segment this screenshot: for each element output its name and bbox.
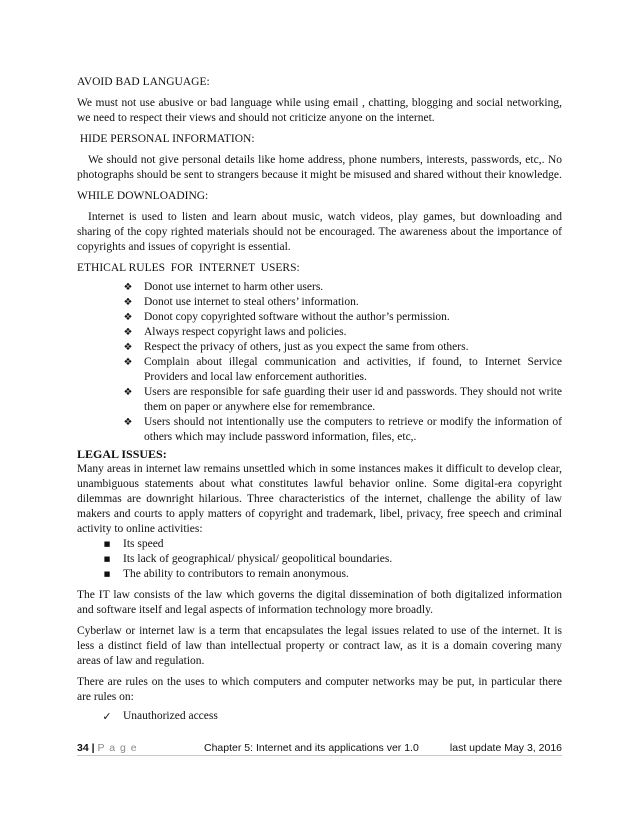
paragraph-while-downloading: Internet is used to listen and learn about music, watch videos, play games, but downloading and sharing of the copy righted materials should not be encouraged. The awareness about the importance of copyrights and issues of copyright is essential.	[77, 211, 562, 253]
list-item: ✓ Unauthorized access	[97, 709, 562, 724]
square-bullet-icon: ■	[103, 555, 111, 563]
diamond-bullet-icon: ❖	[123, 387, 133, 398]
list-item: ❖ Complain about illegal communication and activities, if found, to Internet Service Providers and local law enforcement authorities.	[118, 355, 562, 385]
footer-divider	[77, 755, 562, 756]
heading-ethical-rules: ETHICAL RULES FOR INTERNET USERS:	[77, 262, 300, 274]
list-item: ❖ Users are responsible for safe guarding their user id and passwords. They should not write them on paper or anywhere else for remembrance.	[118, 385, 562, 415]
chapter-title: Chapter 5: Internet and its applications ver 1.0	[204, 742, 419, 754]
diamond-bullet-icon: ❖	[123, 312, 133, 323]
square-bullet-icon: ■	[103, 570, 111, 578]
paragraph-rules: There are rules on the uses to which computers and computer networks may be put, in particular there are rules on:	[77, 676, 562, 703]
diamond-bullet-icon: ❖	[123, 327, 133, 338]
square-bullet-icon: ■	[103, 540, 111, 548]
diamond-bullet-icon: ❖	[123, 417, 133, 428]
legal-issues-list	[97, 537, 562, 582]
heading-while-downloading: WHILE DOWNLOADING:	[77, 190, 209, 202]
list-item: ■ Its lack of geographical/ physical/ geopolitical boundaries.	[97, 552, 562, 567]
list-item: ❖ Users should not intentionally use the computers to retrieve or modify the information of others which may include password information, files, etc,.	[118, 415, 562, 445]
page-content	[77, 75, 562, 724]
list-item: ❖ Donot use internet to harm other users.	[118, 280, 562, 295]
list-item: ❖ Donot use internet to steal others’ information.	[118, 295, 562, 310]
heading-avoid-bad-language: AVOID BAD LANGUAGE:	[77, 76, 210, 88]
list-item: ❖ Donot copy copyrighted software without the author’s permission.	[118, 310, 562, 325]
list-item: ■ The ability to contributors to remain anonymous.	[97, 567, 562, 582]
paragraph-legal-issues: Many areas in internet law remains unsettled which in some instances makes it difficult to develop clear, unambiguous statements about what constitutes lawful behavior online. Some digital-era copyright dilemmas are downright hilarious. Three characteristics of the internet, challenge the ability of law makers and courts to apply matters of copyright and trademark, libel, privacy, free speech and criminal activity to online activities:	[77, 463, 562, 535]
check-bullet-icon: ✓	[102, 710, 112, 723]
diamond-bullet-icon: ❖	[123, 357, 133, 368]
heading-hide-personal-information: HIDE PERSONAL INFORMATION:	[77, 133, 255, 145]
list-item: ■ Its speed	[97, 537, 562, 552]
ethical-rules-list	[118, 280, 562, 445]
page-number-label: 34 | P a g e	[77, 742, 138, 754]
paragraph-avoid-bad-language: We must not use abusive or bad language while using email , chatting, blogging and social networking, we need to respect their views and should not criticize anyone on the internet.	[77, 97, 562, 124]
list-item: ❖ Always respect copyright laws and policies.	[118, 325, 562, 340]
paragraph-hide-personal-information: We should not give personal details like home address, phone numbers, interests, passwords, etc,. No photographs should be sent to strangers because it might be misused and shared without their knowledge.	[77, 154, 562, 181]
diamond-bullet-icon: ❖	[123, 297, 133, 308]
diamond-bullet-icon: ❖	[123, 282, 133, 293]
paragraph-cyberlaw: Cyberlaw or internet law is a term that encapsulates the legal issues related to use of the internet. It is less a distinct field of law than intellectual property or contract law, as it is a domain covering many areas of law and regulation.	[77, 625, 562, 667]
page-footer	[77, 741, 562, 755]
diamond-bullet-icon: ❖	[123, 342, 133, 353]
paragraph-it-law: The IT law consists of the law which governs the digital dissemination of both digitalized information and software itself and legal aspects of information technology more broadly.	[77, 589, 562, 616]
heading-legal-issues: LEGAL ISSUES:	[77, 447, 167, 461]
list-item: ❖ Respect the privacy of others, just as you expect the same from others.	[118, 340, 562, 355]
rules-list	[97, 709, 562, 724]
last-update-label: last update May 3, 2016	[449, 742, 562, 754]
